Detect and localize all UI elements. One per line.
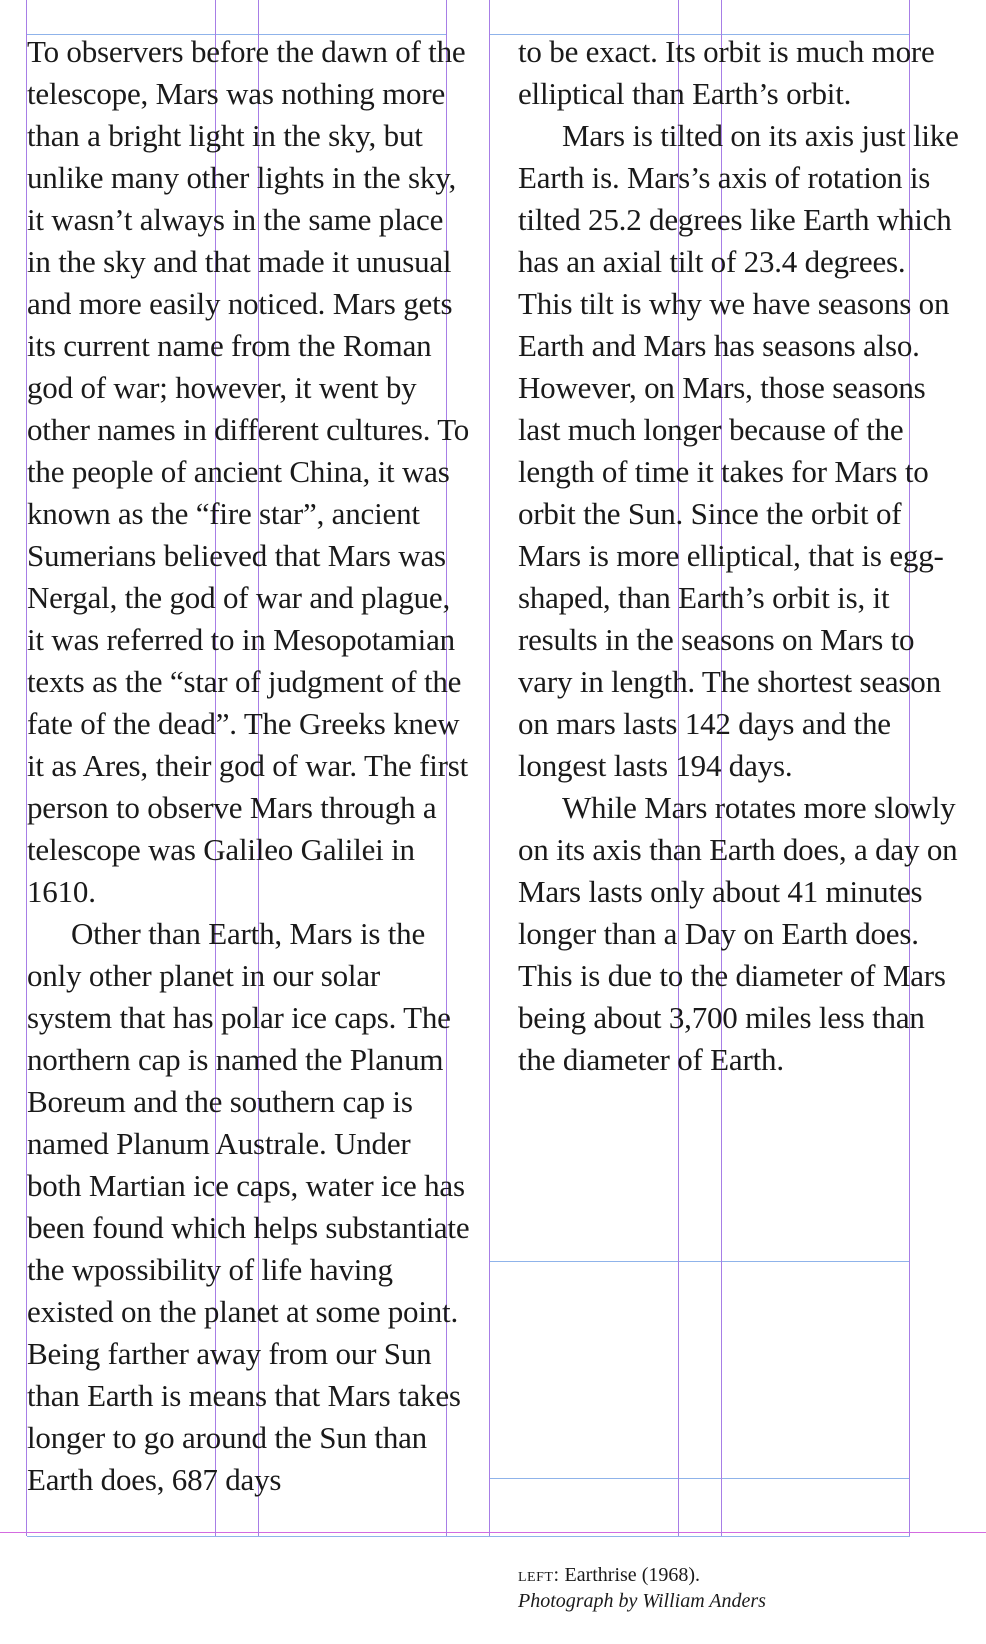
caption-credit: Photograph by William Anders [518,1590,766,1612]
body-paragraph: Mars is tilted on its axis just like Earth is. Mars’s axis of rotation is tilted 25.2 degrees like Earth which has an axial tilt of 23.4 degrees. This tilt is why we have seasons on Earth and Mars has seasons also. However, on Mars, those seasons last much longer because of the length of time it takes for Mars to orbit the Sun. Since the orbit of Mars is more elliptical, that is egg-shaped, than Earth’s orbit is, it results in the seasons on Mars to vary in length. The shortest season on mars lasts 142 days and the longest lasts 194 days. [518,118,959,783]
caption-frame-top-guide [490,1261,910,1262]
caption-frame-guide [490,1478,910,1479]
body-paragraph: To observers before the dawn of the telescope, Mars was nothing more than a bright light in the sky, but unlike many other lights in the sky, it wasn’t always in the same place in the sky and that made it unusual and more easily noticed. Mars gets its current name from the Roman god of war; however, it went by other names in different cultures. To the people of ancient China, it was known as the “fire star”, ancient Sumerians believed that Mars was Nergal, the god of war and plague, it was referred to in Mesopotamian texts as the “star of judgment of the fate of the dead”. The Greeks knew it as Ares, their god of war. The first person to observe Mars through a telescope was Galileo Galilei in 1610. [27,34,470,909]
body-paragraph: Other than Earth, Mars is the only other planet in our solar system that has polar ice caps. The northern cap is named the Planum Boreum and the southern cap is named Planum Australe. Under both Martian ice caps, water ice has been found which helps substantiate the wpossibility of life having existed on the planet at some point. Being farther away from our Sun than Earth is means that Mars takes longer to go around the Sun than Earth does, 687 days [27,916,470,1497]
left-text-column [27,31,471,1501]
column-guide [489,0,490,1536]
bottom-margin-guide [0,1532,986,1533]
image-caption [518,1562,958,1614]
bottom-frame-guide [27,1536,910,1537]
caption-lead: left: [518,1564,560,1586]
body-paragraph: While Mars rotates more slowly on its axis than Earth does, a day on Mars lasts only about 41 minutes longer than a Day on Earth does. This is due to the diameter of Mars being about 3,700 miles less than the diameter of Earth. [518,790,958,1077]
right-text-column [518,31,964,1081]
caption-title: Earthrise (1968). [559,1564,701,1586]
body-paragraph: to be exact. Its orbit is much more elliptical than Earth’s orbit. [518,34,935,111]
caption-title-line [518,1562,958,1588]
